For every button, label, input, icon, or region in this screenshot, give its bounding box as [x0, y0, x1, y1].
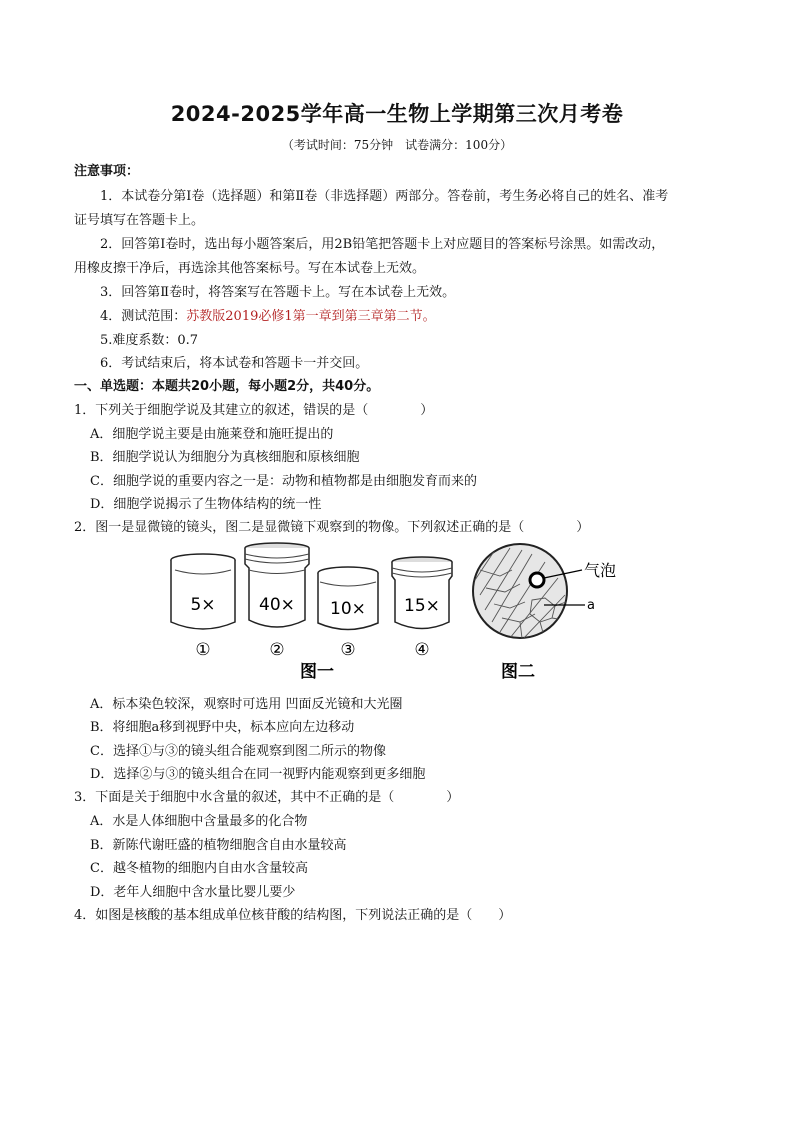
- lens-label-4: 15×: [404, 596, 440, 616]
- notice-item-5: 5.难度系数：0.7: [100, 333, 199, 348]
- page-title: 2024-2025学年高一生物上学期第三次月考卷: [170, 102, 624, 126]
- objective-lens-40x: [245, 543, 309, 627]
- cell-a-label: a: [587, 598, 595, 613]
- eyepiece-lens-10x: [318, 567, 378, 630]
- figure-2-caption: 图二: [501, 662, 535, 682]
- eyepiece-lens-5x: [171, 554, 235, 629]
- q2-stem: 2．图一是显微镜的镜头，图二是显微镜下观察到的物像。下列叙述正确的是（ ）: [74, 520, 590, 535]
- lens-label-2: 40×: [259, 595, 295, 615]
- q3-option-a: A．水是人体细胞中含量最多的化合物: [90, 814, 308, 829]
- field-of-view: [473, 544, 585, 640]
- q1-option-c: C．细胞学说的重要内容之一是：动物和植物都是由细胞发育而来的: [90, 474, 477, 489]
- q2-option-d: D．选择②与③的镜头组合在同一视野内能观察到更多细胞: [90, 767, 426, 782]
- notice-heading: 注意事项：: [74, 164, 140, 179]
- q3-option-c: C．越冬植物的细胞内自由水含量较高: [90, 861, 308, 876]
- lens-label-3: 10×: [330, 599, 366, 619]
- lens-number-3: ③: [340, 640, 356, 660]
- notice-item-2-line-2: 用橡皮擦干净后，再选涂其他答案标号。写在本试卷上无效。: [74, 261, 426, 276]
- test-scope: 苏教版2019必修1第一章到第三章第二节。: [186, 309, 436, 324]
- q1-stem: 1．下列关于细胞学说及其建立的叙述，错误的是（ ）: [74, 403, 434, 418]
- notice-item-2-line-1: 2．回答第Ⅰ卷时，选出每小题答案后，用2B铅笔把答题卡上对应题目的答案标号涂黑。如需改动，: [100, 237, 665, 252]
- bubble-label: 气泡: [584, 561, 617, 580]
- notice-item-4-prefix: 4．测试范围：: [100, 309, 187, 324]
- bubble-marker: [530, 573, 544, 587]
- lens-number-4: ④: [414, 640, 430, 660]
- notice-item-1-line-1: 1．本试卷分第Ⅰ卷（选择题）和第Ⅱ卷（非选择题）两部分。答卷前，考生务必将自己的姓名、准考: [100, 189, 669, 204]
- notice-item-1-line-2: 证号填写在答题卡上。: [74, 213, 205, 228]
- notice-item-6: 6．考试结束后，将本试卷和答题卡一并交回。: [100, 356, 369, 371]
- section-heading: 一、单选题：本题共20小题，每小题2分，共40分。: [74, 379, 380, 394]
- figure-1-caption: 图一: [300, 662, 334, 682]
- lens-number-1: ①: [195, 640, 211, 660]
- q2-option-b: B．将细胞a移到视野中央，标本应向左边移动: [90, 720, 355, 735]
- notice-item-3: 3．回答第Ⅱ卷时，将答案写在答题卡上。写在本试卷上无效。: [100, 285, 456, 300]
- q2-option-a: A．标本染色较深，观察时可选用 凹面反光镜和大光圈: [90, 697, 403, 712]
- q3-option-d: D．老年人细胞中含水量比婴儿要少: [90, 885, 296, 900]
- lens-number-2: ②: [269, 640, 285, 660]
- notice-item-4: [100, 305, 436, 324]
- q3-stem: 3．下面是关于细胞中水含量的叙述，其中不正确的是（ ）: [74, 790, 460, 805]
- q1-option-b: B．细胞学说认为细胞分为真核细胞和原核细胞: [90, 450, 360, 465]
- objective-lens-15x: [392, 557, 452, 629]
- q1-option-d: D．细胞学说揭示了生物体结构的统一性: [90, 497, 322, 512]
- q4-stem: 4．如图是核酸的基本组成单位核苷酸的结构图，下列说法正确的是（ ）: [74, 908, 512, 923]
- q3-option-b: B．新陈代谢旺盛的植物细胞含自由水量较高: [90, 838, 347, 853]
- q2-option-c: C．选择①与③的镜头组合能观察到图二所示的物像: [90, 744, 386, 759]
- exam-info: （考试时间：75分钟 试卷满分：100分）: [281, 138, 513, 152]
- lens-label-1: 5×: [190, 595, 216, 615]
- q1-option-a: A．细胞学说主要是由施莱登和施旺提出的: [90, 427, 334, 442]
- microscope-figure: [160, 540, 640, 685]
